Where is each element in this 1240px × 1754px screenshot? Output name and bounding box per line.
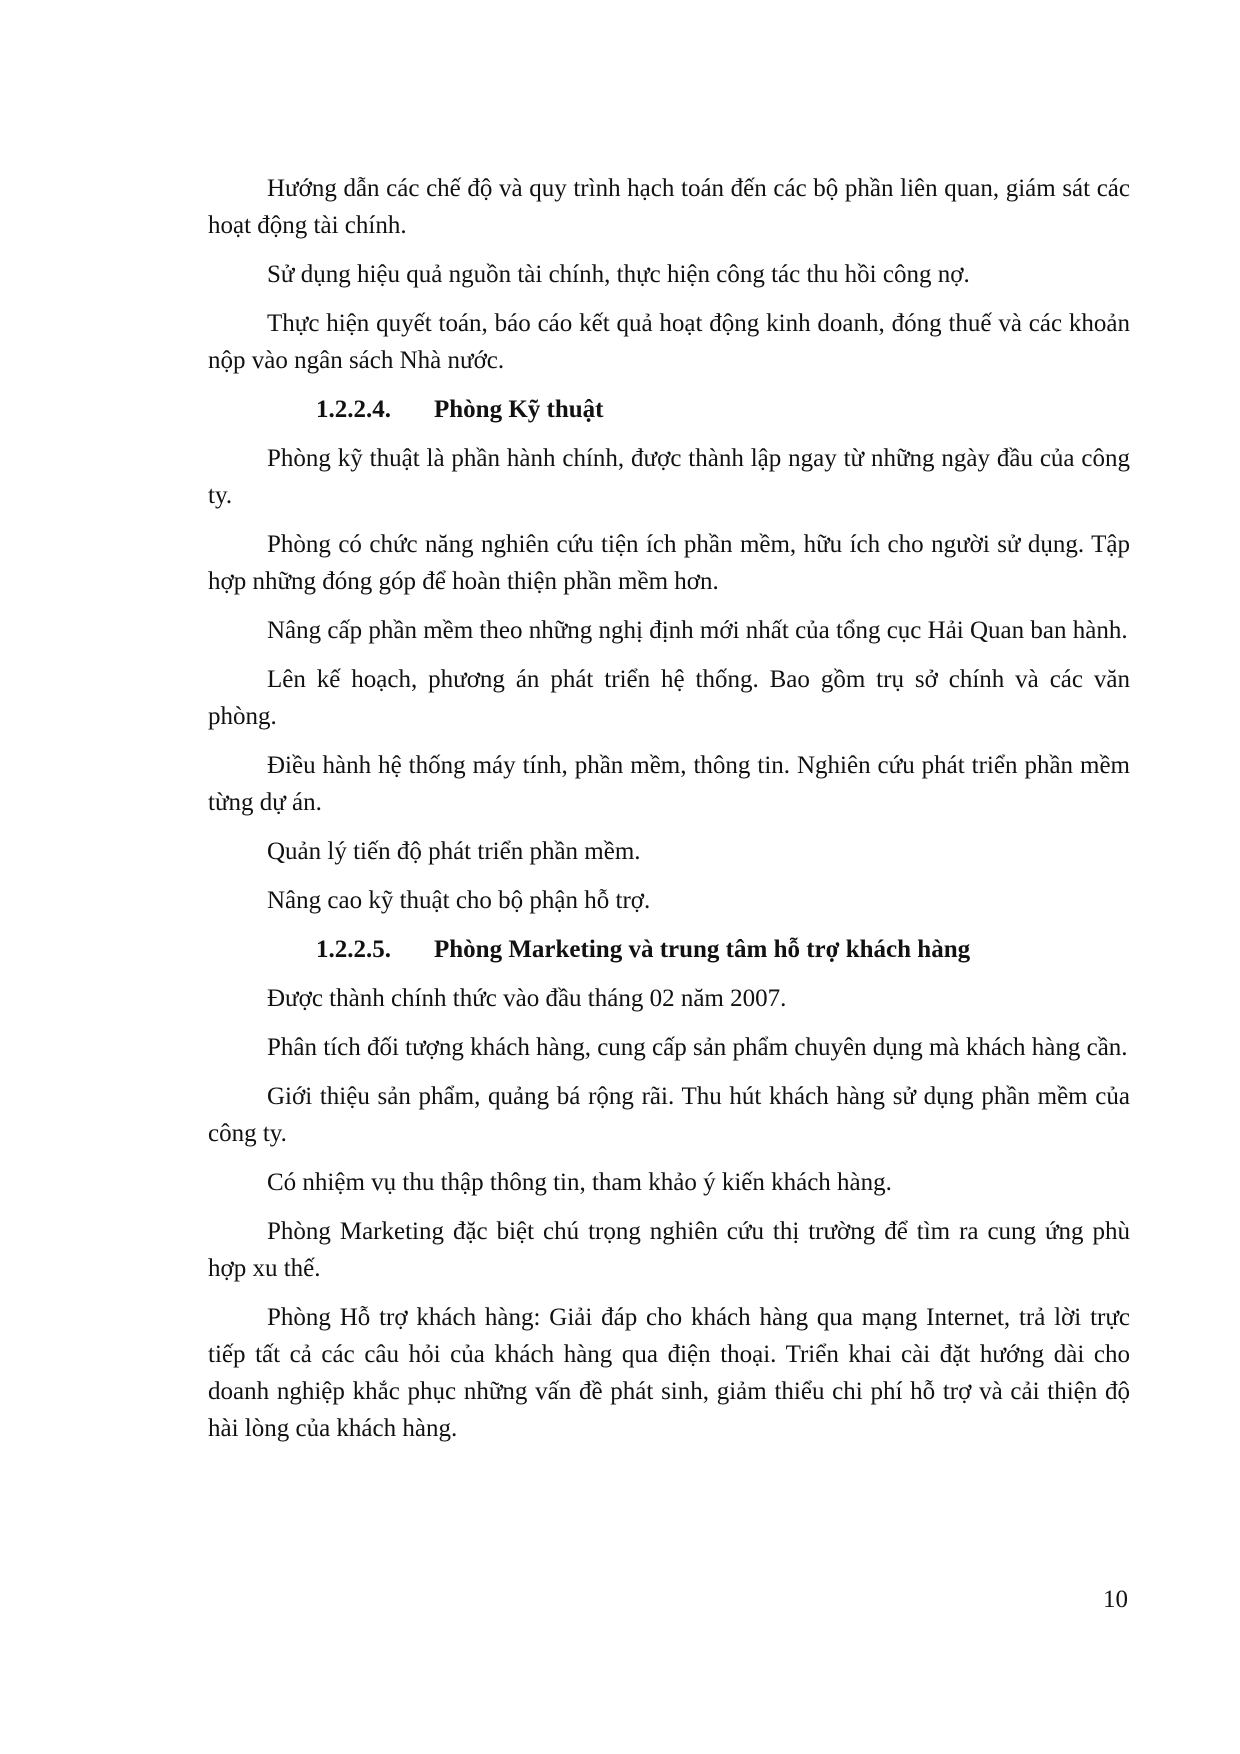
paragraph: Thực hiện quyết toán, báo cáo kết quả hoạt động kinh doanh, đóng thuế và các khoản nộp vào ngân sách Nhà nước. bbox=[208, 310, 1130, 374]
section-title: Phòng Kỹ thuật bbox=[434, 396, 604, 423]
paragraph: Phòng có chức năng nghiên cứu tiện ích phần mềm, hữu ích cho người sử dụng. Tập hợp những đóng góp để hoàn thiện phần mềm hơn. bbox=[208, 531, 1130, 595]
section-heading-ky-thuat bbox=[208, 391, 1130, 428]
paragraph: Phân tích đối tượng khách hàng, cung cấp sản phẩm chuyên dụng mà khách hàng cần. bbox=[267, 1034, 1128, 1061]
paragraph: Giới thiệu sản phẩm, quảng bá rộng rãi. Thu hút khách hàng sử dụng phần mềm của công ty. bbox=[208, 1083, 1130, 1147]
paragraph: Sử dụng hiệu quả nguồn tài chính, thực hiện công tác thu hồi công nợ. bbox=[267, 261, 970, 288]
paragraph: Phòng Marketing đặc biệt chú trọng nghiên cứu thị trường để tìm ra cung ứng phù hợp xu thế. bbox=[208, 1218, 1130, 1282]
section-number: 1.2.2.4. bbox=[316, 396, 391, 423]
section-title: Phòng Marketing và trung tâm hỗ trợ khách hàng bbox=[434, 936, 971, 963]
paragraph: Phòng kỹ thuật là phần hành chính, được thành lập ngay từ những ngày đầu của công ty. bbox=[208, 445, 1130, 509]
page-content bbox=[208, 170, 1130, 1459]
page-number: 10 bbox=[1103, 1586, 1128, 1613]
section-number: 1.2.2.5. bbox=[316, 936, 391, 963]
paragraph: Hướng dẫn các chế độ và quy trình hạch toán đến các bộ phần liên quan, giám sát các hoạt động tài chính. bbox=[208, 175, 1130, 239]
paragraph: Phòng Hỗ trợ khách hàng: Giải đáp cho khách hàng qua mạng Internet, trả lời trực tiếp tất cả các câu hỏi của khách hàng qua điện thoại. Triển khai cài đặt hướng dài cho doanh nghiệp khắc phục những vấn đề phát sinh, giảm thiểu chi phí hỗ trợ và cải thiện độ hài lòng của khách hàng. bbox=[208, 1304, 1130, 1442]
paragraph: Nâng cao kỹ thuật cho bộ phận hỗ trợ. bbox=[267, 887, 651, 914]
paragraph: Điều hành hệ thống máy tính, phần mềm, thông tin. Nghiên cứu phát triển phần mềm từng dự án. bbox=[208, 752, 1130, 816]
paragraph: Nâng cấp phần mềm theo những nghị định mới nhất của tổng cục Hải Quan ban hành. bbox=[267, 617, 1128, 644]
paragraph: Lên kế hoạch, phương án phát triển hệ thống. Bao gồm trụ sở chính và các văn phòng. bbox=[208, 666, 1130, 730]
paragraph: Quản lý tiến độ phát triển phần mềm. bbox=[267, 838, 641, 865]
paragraph: Được thành chính thức vào đầu tháng 02 năm 2007. bbox=[267, 985, 787, 1012]
section-heading-marketing bbox=[208, 931, 1130, 968]
paragraph: Có nhiệm vụ thu thập thông tin, tham khảo ý kiến khách hàng. bbox=[267, 1169, 892, 1196]
